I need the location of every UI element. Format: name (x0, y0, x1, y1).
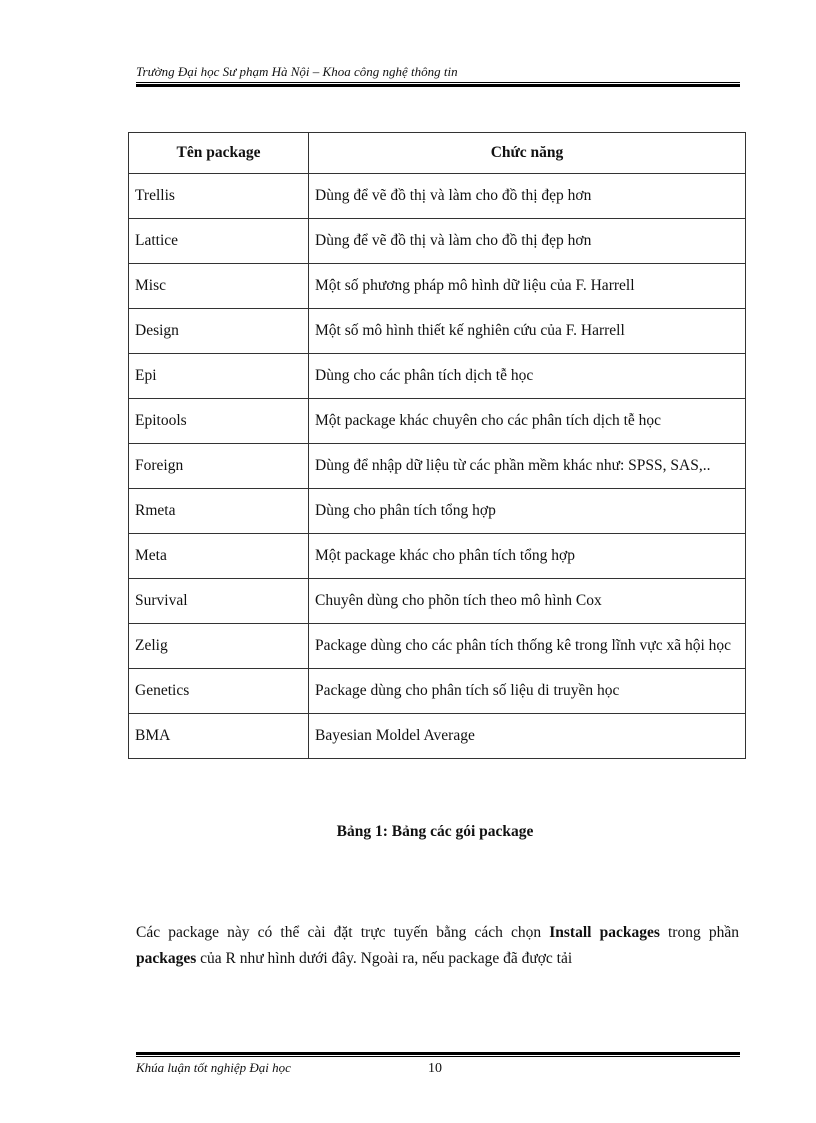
package-name-cell: Genetics (129, 669, 309, 714)
package-name-cell: Epitools (129, 399, 309, 444)
package-name-cell: Survival (129, 579, 309, 624)
package-name-cell: Meta (129, 534, 309, 579)
package-function-cell: Dùng để vẽ đồ thị và làm cho đồ thị đẹp hơn (309, 219, 746, 264)
table-row (129, 489, 746, 534)
package-function-cell: Package dùng cho phân tích số liệu di truyền học (309, 669, 746, 714)
footer-title: Khúa luận tốt nghiệp Đại học (136, 1060, 291, 1075)
table-row (129, 354, 746, 399)
body-paragraph (136, 920, 739, 972)
table-row (129, 174, 746, 219)
package-function-cell: Một package khác chuyên cho các phân tích dịch tễ học (309, 399, 746, 444)
table-body (129, 174, 746, 759)
table-row (129, 534, 746, 579)
table-row (129, 219, 746, 264)
package-name-cell: Lattice (129, 219, 309, 264)
paragraph-text: trong phần (659, 924, 739, 941)
package-function-cell: Dùng cho phân tích tổng hợp (309, 489, 746, 534)
column-header-function: Chức năng (309, 133, 746, 174)
table-row (129, 399, 746, 444)
package-function-cell: Bayesian Moldel Average (309, 714, 746, 759)
package-function-cell: Một số mô hình thiết kế nghiên cứu của F. Harrell (309, 309, 746, 354)
paragraph-text: Các package này có thể cài đặt trực tuyến bằng cách chọn (136, 924, 550, 941)
paragraph-text: của R như hình dưới đây. Ngoài ra, nếu package đã được tải (196, 950, 573, 967)
table-row (129, 264, 746, 309)
page-number: 10 (428, 1061, 442, 1076)
package-name-cell: Epi (129, 354, 309, 399)
package-name-cell: Foreign (129, 444, 309, 489)
package-function-cell: Một số phương pháp mô hình dữ liệu của F. Harrell (309, 264, 746, 309)
package-table (128, 132, 746, 759)
package-name-cell: Design (129, 309, 309, 354)
table-row (129, 309, 746, 354)
paragraph-bold-install: Install packages (549, 924, 660, 941)
package-function-cell: Dùng cho các phân tích dịch tễ học (309, 354, 746, 399)
header-rule-thin (136, 82, 740, 83)
footer-rule-thick (136, 1052, 740, 1055)
package-name-cell: BMA (129, 714, 309, 759)
header-title: Trường Đại học Sư phạm Hà Nội – Khoa công nghệ thông tin (136, 64, 458, 79)
package-function-cell: Package dùng cho các phân tích thống kê trong lĩnh vực xã hội học (309, 624, 746, 669)
table-row (129, 624, 746, 669)
table-header-row (129, 133, 746, 174)
package-name-cell: Trellis (129, 174, 309, 219)
table-row (129, 444, 746, 489)
table-row (129, 669, 746, 714)
package-function-cell: Chuyên dùng cho phõn tích theo mô hình Cox (309, 579, 746, 624)
column-header-package: Tên package (129, 133, 309, 174)
package-name-cell: Rmeta (129, 489, 309, 534)
table-row (129, 579, 746, 624)
package-name-cell: Zelig (129, 624, 309, 669)
package-name-cell: Misc (129, 264, 309, 309)
package-function-cell: Dùng để nhập dữ liệu từ các phần mềm khác như: SPSS, SAS,.. (309, 444, 746, 489)
page-footer (136, 1052, 740, 1080)
paragraph-bold-packages: packages (136, 950, 197, 967)
page-header (136, 64, 740, 87)
header-rule-thick (136, 84, 740, 87)
package-function-cell: Dùng để vẽ đồ thị và làm cho đồ thị đẹp hơn (309, 174, 746, 219)
footer-rule-thin (136, 1056, 740, 1057)
table-row (129, 714, 746, 759)
table-caption: Bảng 1: Bảng các gói package (336, 823, 534, 840)
package-function-cell: Một package khác cho phân tích tổng hợp (309, 534, 746, 579)
